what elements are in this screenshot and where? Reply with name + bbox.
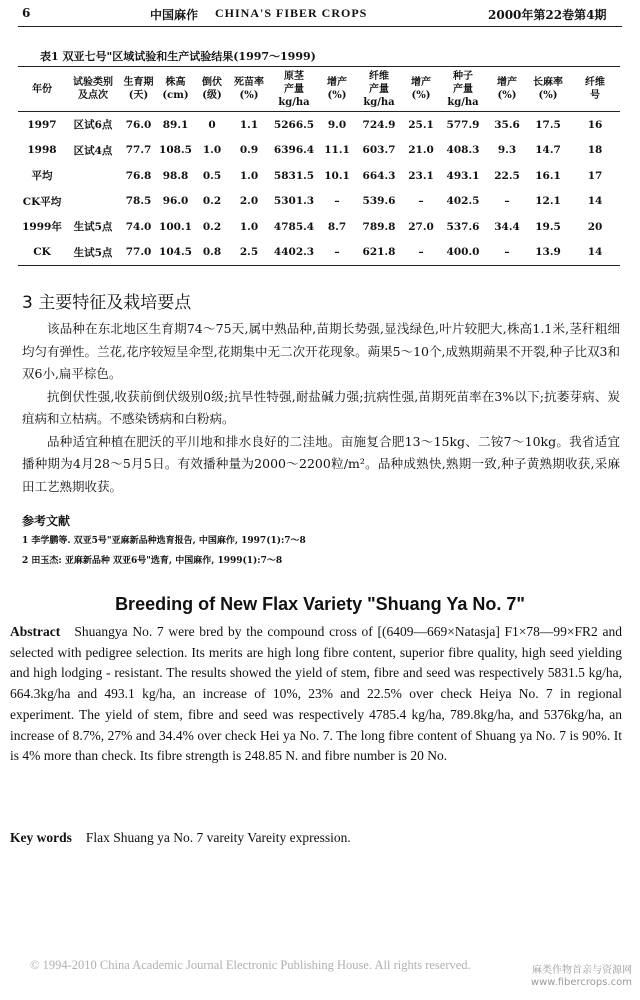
table-header-row bbox=[18, 67, 620, 112]
table-row bbox=[18, 163, 620, 189]
table-row bbox=[18, 138, 620, 164]
table-cell: 74.0 bbox=[125, 220, 152, 233]
table-cell: 1.0 bbox=[239, 220, 259, 233]
table-cell: 35.6 bbox=[494, 118, 520, 131]
table-cell: – bbox=[504, 195, 510, 208]
table-cell: 0 bbox=[208, 118, 216, 131]
reference-item: 1 李学鹏等. 双亚5号"亚麻新品种选育报告, 中国麻作, 1997(1):7～8 bbox=[22, 536, 306, 546]
journal-name-cn: 中国麻作 bbox=[150, 8, 199, 22]
table-cell: 4785.4 bbox=[273, 220, 315, 233]
column-header bbox=[66, 67, 120, 112]
table-row bbox=[18, 189, 620, 215]
table-row bbox=[18, 112, 620, 138]
table-cell: 724.9 bbox=[362, 118, 396, 131]
table-cell: – bbox=[334, 195, 340, 208]
column-header-line: 原茎 bbox=[284, 70, 304, 82]
copyright-footer: © 1994-2010 China Academic Journal Electronic Publishing House. All rights reserved. bbox=[30, 958, 471, 972]
watermark-line: 麻类作物首亲与资源网 bbox=[532, 965, 632, 976]
table-cell: 100.1 bbox=[159, 220, 192, 233]
column-header bbox=[157, 67, 194, 112]
column-header-line: 增产 bbox=[497, 77, 517, 88]
column-header-line: 年份 bbox=[32, 83, 52, 95]
table-cell: 1.0 bbox=[202, 144, 222, 157]
table-cell: 14 bbox=[570, 240, 620, 266]
column-header bbox=[268, 67, 320, 112]
table-cell: 1.1 bbox=[239, 118, 259, 131]
table-cell: 16.1 bbox=[535, 169, 561, 182]
table-cell: 6396.4 bbox=[273, 144, 315, 157]
table-cell: 10.1 bbox=[324, 169, 350, 182]
table-cell: 76.0 bbox=[125, 118, 152, 131]
keywords-label: Key words bbox=[10, 830, 72, 845]
table-body bbox=[18, 112, 620, 266]
table-cell: 1997 bbox=[27, 118, 57, 131]
table-cell: 0.5 bbox=[202, 169, 222, 182]
table-cell: 1999年 bbox=[22, 221, 62, 234]
table-cell: 0.8 bbox=[194, 240, 230, 266]
column-header bbox=[488, 67, 526, 112]
table-row bbox=[18, 240, 620, 266]
table-cell: 生试5点 bbox=[73, 221, 113, 234]
results-table bbox=[18, 66, 620, 266]
table-cell: – bbox=[418, 195, 424, 208]
table-cell: 400.0 bbox=[438, 240, 488, 266]
table-cell: – bbox=[320, 240, 354, 266]
column-header-line: 产量 bbox=[369, 83, 389, 95]
column-header-line: (cm) bbox=[162, 90, 189, 101]
table-cell: 12.1 bbox=[535, 195, 561, 208]
table-cell: 23.1 bbox=[408, 169, 434, 182]
column-header-line: 长麻率 bbox=[533, 77, 563, 88]
table-cell: 14 bbox=[587, 195, 603, 208]
abstract-label: Abstract bbox=[10, 624, 61, 639]
column-header-line: kg/ha bbox=[278, 96, 310, 108]
table-cell bbox=[66, 163, 120, 189]
table-cell: 5301.3 bbox=[273, 195, 315, 208]
table-cell: – bbox=[488, 240, 526, 266]
column-header-line: (天) bbox=[128, 90, 149, 101]
table-cell: 789.8 bbox=[362, 220, 396, 233]
table-cell: 77.0 bbox=[120, 240, 157, 266]
keywords-text: Flax Shuang ya No. 7 vareity Vareity expression. bbox=[85, 830, 351, 845]
table-cell: 76.8 bbox=[125, 169, 152, 182]
reference-item: 2 田玉杰: 亚麻新品种 双亚6号"选育, 中国麻作, 1999(1):7～8 bbox=[22, 556, 283, 566]
table-cell: 34.4 bbox=[494, 220, 520, 233]
column-header-line: 株高 bbox=[165, 77, 186, 88]
english-title: Breeding of New Flax Variety "Shuang Ya No. 7" bbox=[115, 594, 525, 614]
abstract bbox=[10, 622, 622, 767]
column-header-line: kg/ha bbox=[363, 96, 395, 108]
table-cell: 17 bbox=[587, 169, 603, 182]
table-cell: 664.3 bbox=[362, 169, 396, 182]
table-cell: 21.0 bbox=[408, 144, 434, 157]
column-header bbox=[570, 67, 620, 112]
table-cell: CK平均 bbox=[22, 195, 62, 208]
column-header-line: (%) bbox=[239, 90, 259, 101]
table-cell: 17.5 bbox=[535, 118, 561, 131]
column-header bbox=[438, 67, 488, 112]
column-header-line: (%) bbox=[538, 90, 558, 101]
table-cell bbox=[66, 189, 120, 215]
column-header-line: 死苗率 bbox=[234, 77, 264, 88]
table-cell: 1998 bbox=[27, 144, 57, 157]
column-header bbox=[120, 67, 157, 112]
table-cell: 408.3 bbox=[446, 144, 480, 157]
table-cell: CK bbox=[18, 240, 66, 266]
table-cell: 108.5 bbox=[159, 144, 192, 157]
table-cell: 平均 bbox=[31, 170, 53, 183]
table-cell: 77.7 bbox=[125, 144, 152, 157]
header-rule bbox=[18, 26, 622, 27]
table-cell: 13.9 bbox=[526, 240, 570, 266]
column-header-line: 增产 bbox=[411, 77, 431, 88]
watermark-line: www.fibercrops.com bbox=[530, 977, 632, 988]
table-cell: 22.5 bbox=[494, 169, 520, 182]
section-title: 3 主要特征及栽培要点 bbox=[22, 293, 192, 313]
table-cell: 0.2 bbox=[202, 220, 222, 233]
column-header bbox=[18, 67, 66, 112]
keywords bbox=[10, 830, 351, 846]
column-header-line: 及点次 bbox=[78, 90, 108, 101]
column-header bbox=[526, 67, 570, 112]
table-cell: 生试5点 bbox=[66, 240, 120, 266]
table-caption: 表1 双亚七号"区域试验和生产试验结果(1997～1999) bbox=[40, 50, 316, 63]
column-header-line: 试验类别 bbox=[73, 77, 113, 88]
column-header-line: 倒伏 bbox=[202, 77, 222, 88]
column-header-line: 产量 bbox=[453, 83, 473, 95]
paragraph: 抗倒伏性强,收获前倒伏级别0级;抗旱性特强,耐盐碱力强;抗病性强,苗期死苗率在3%以下;抗萎芽病、炭疽病和立枯病。不感染锈病和白粉病。 bbox=[22, 388, 620, 426]
table-cell: 18 bbox=[587, 144, 603, 157]
section-body bbox=[22, 318, 620, 498]
table-cell: 2.5 bbox=[230, 240, 268, 266]
table-cell: – bbox=[404, 240, 438, 266]
column-header bbox=[404, 67, 438, 112]
column-header-line: 产量 bbox=[284, 83, 304, 95]
table-cell: 5266.5 bbox=[273, 118, 315, 131]
column-header-line: 纤维 bbox=[585, 77, 605, 88]
column-header-line: 种子 bbox=[453, 70, 473, 82]
table-cell: 区试4点 bbox=[73, 144, 113, 157]
table-cell: 98.8 bbox=[162, 169, 189, 182]
paragraph: 品种适宜种植在肥沃的平川地和排水良好的二洼地。亩施复合肥13～15kg、二铵7～10kg。我省适宜播种期为4月28～5月5日。有效播种量为2000～2200粒/m²。品种成熟快,熟期一致,种子黄熟期收获,采麻田工艺熟期收获。 bbox=[22, 433, 620, 494]
table-cell: 0.2 bbox=[202, 195, 222, 208]
column-header bbox=[230, 67, 268, 112]
page-number: 6 bbox=[22, 6, 31, 20]
references-title: 参考文献 bbox=[22, 514, 71, 528]
column-header-line: 增产 bbox=[327, 77, 347, 88]
paragraph: 该品种在东北地区生育期74～75天,属中熟品种,苗期长势强,显浅绿色,叶片较肥大,株高1.1米,茎秆粗细均匀有弹性。兰花,花序较短呈伞型,花期集中无二次开花现象。蒴果5～10个,成熟期蒴果不开裂,种子比双3和双6小,扁平棕色。 bbox=[22, 321, 620, 381]
column-header bbox=[194, 67, 230, 112]
table-cell: 9.3 bbox=[497, 144, 517, 157]
column-header-line: (%) bbox=[497, 90, 517, 101]
table-cell: 621.8 bbox=[354, 240, 404, 266]
table-cell: 27.0 bbox=[408, 220, 434, 233]
table-cell: 5831.5 bbox=[273, 169, 315, 182]
table-cell: 577.9 bbox=[446, 118, 480, 131]
table-cell: 9.0 bbox=[327, 118, 347, 131]
table-cell: 8.7 bbox=[327, 220, 347, 233]
column-header-line: (%) bbox=[327, 90, 347, 101]
table-cell: 16 bbox=[587, 118, 603, 131]
issue-info: 2000年第22卷第4期 bbox=[488, 8, 607, 22]
table-cell: 603.7 bbox=[362, 144, 396, 157]
journal-name-en: CHINA'S FIBER CROPS bbox=[215, 6, 368, 20]
table-cell: 25.1 bbox=[408, 118, 434, 131]
table-cell: 区试6点 bbox=[73, 119, 113, 132]
abstract-text: Shuangya No. 7 were bred by the compound cross of [(6409—669×Natasja] F1×78—99×FR2 and selected with pedigree selection. Its merits are high long fibre content, superior fibre quality, high seed yielding and high lodging - resistant. The results showed the yield of stem, fibre and seed was respectively 5831.5 kg/ha, 664.3kg/ha and 493.1 kg/ha, an increase of 10%, 23% and 22.5% over check Heiya No. 7 in regional experiment. The yield of stem, fibre and seed was respectively 4785.4 kg/ha, 789.8kg/ha, and 5376kg/ha, an increase of 8.7%, 27% and 34.4% over check Hei ya No. 7. The long fibre content of Shuang ya No. 7 is 90%. It is 4% more than check. Its fibre strength is 248.85 N. and fibre number is 20 No. bbox=[10, 624, 622, 764]
table-cell: 19.5 bbox=[535, 220, 561, 233]
table-cell: 14.7 bbox=[535, 144, 561, 157]
table-cell: 493.1 bbox=[446, 169, 480, 182]
table-cell: 89.1 bbox=[162, 118, 189, 131]
table-row bbox=[18, 214, 620, 240]
column-header-line: (级) bbox=[202, 90, 222, 101]
table-cell: 96.0 bbox=[162, 195, 189, 208]
column-header-line: (%) bbox=[411, 90, 431, 101]
table-cell: 2.0 bbox=[239, 195, 259, 208]
table-cell: 537.6 bbox=[446, 220, 480, 233]
column-header-line: 号 bbox=[590, 90, 600, 101]
table-cell: 402.5 bbox=[446, 195, 480, 208]
table-cell: 4402.3 bbox=[268, 240, 320, 266]
table-cell: 20 bbox=[587, 220, 603, 233]
table-cell: 11.1 bbox=[324, 144, 350, 157]
column-header-line: 生育期 bbox=[123, 77, 154, 88]
column-header-line: 纤维 bbox=[369, 70, 389, 82]
table-cell: 0.9 bbox=[239, 144, 259, 157]
table-cell: 78.5 bbox=[125, 195, 152, 208]
column-header bbox=[354, 67, 404, 112]
column-header bbox=[320, 67, 354, 112]
table-cell: 104.5 bbox=[157, 240, 194, 266]
watermark bbox=[531, 965, 632, 989]
column-header-line: kg/ha bbox=[447, 96, 479, 108]
table-cell: 539.6 bbox=[362, 195, 396, 208]
table-cell: 1.0 bbox=[239, 169, 259, 182]
